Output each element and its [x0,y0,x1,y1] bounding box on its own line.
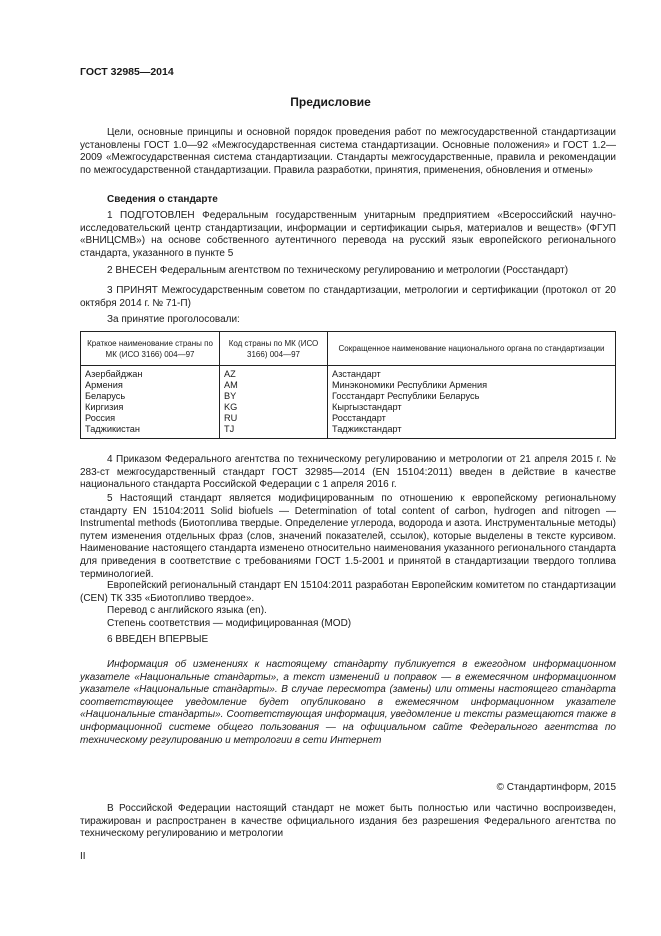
country-cell: Таджикистан [81,424,220,439]
table-row [81,366,616,381]
section-heading: Сведения о стандарте [107,194,218,205]
intro-paragraph: Цели, основные принципы и основной порядок проведения работ по межгосударственной стандартизации установлены ГОСТ 1.0—92 «Межгосударственная система стандартизации. Основные положения» и ГОСТ 1.2—2009 «Межгосударственная система стандартизации. Стандарты межгосударственные, правила и рекомендации по межгосударственной стандартизации. Правила разработки, принятия, применения, обновления и отмены» [80,127,616,176]
code-cell: AM [220,380,328,391]
item-1-paragraph: 1 ПОДГОТОВЛЕН Федеральным государственным унитарным предприятием «Всероссийский научно-исследовательский центр стандартизации, информации и сертификации сырья, материалов и веществ» (ФГУП «ВНИЦСМВ») на основе собственного аутентичного перевода на русский язык европейского регионального стандарта, указанного в пункте 5 [80,210,616,259]
table-header-body: Сокращенное наименование национального органа по стандартизации [328,332,616,366]
country-cell: Россия [81,413,220,424]
table-row [81,413,616,424]
code-cell: TJ [220,424,328,439]
table-row [81,380,616,391]
item-3-paragraph: 3 ПРИНЯТ Межгосударственным советом по стандартизации, метрологии и сертификации (протокол от 20 октября 2014 г. № 71-П) [80,285,616,309]
amendments-notice: Информация об изменениях к настоящему стандарту публикуется в ежегодном информационном указателе «Национальные стандарты», а текст изменений и поправок — в ежемесячном информационном указателе «Национальные стандарты». В случае пересмотра (замены) или отмены настоящего стандарта соответствующее уведомление будет опубликовано в ежемесячном информационном указателе «Национальные стандарты». Соответствующая информация, уведомление и тексты размещаются также в информационной системе общего пользования — на официальном сайте Федерального агентства по техническому регулированию и метрологии в сети Интернет [80,659,616,746]
code-cell: RU [220,413,328,424]
code-cell: BY [220,391,328,402]
body-cell: Таджикстандарт [328,424,616,439]
item-4-paragraph: 4 Приказом Федерального агентства по техническому регулированию и метрологии от 21 апреля 2015 г. № 283-ст межгосударственный стандарт ГОСТ 32985—2014 (EN 15104:2011) введен в действие в качестве национального стандарта Российской Федерации с 1 апреля 2016 г. [80,454,616,491]
body-cell: Росстандарт [328,413,616,424]
country-cell: Киргизия [81,402,220,413]
body-cell: Кыргызстандарт [328,402,616,413]
table-row [81,402,616,413]
copyright-line: © Стандартинформ, 2015 [496,782,616,793]
body-cell: Азстандарт [328,366,616,381]
item-5-language-line: Перевод с английского языка (en). [107,605,267,616]
voted-label: За принятие проголосовали: [107,314,240,325]
table-header-country: Краткое наименование страны по МК (ИСО 3166) 004—97 [81,332,220,366]
item-2-paragraph: 2 ВНЕСЕН Федеральным агентством по техническому регулированию и метрологии (Росстандарт) [107,265,569,276]
body-cell: Минэкономики Республики Армения [328,380,616,391]
item-5-cen-paragraph: Европейский региональный стандарт EN 15104:2011 разработан Европейским комитетом по стандартизации (CEN) ТК 335 «Биотопливо твердое». [80,580,616,604]
approval-table [80,331,616,439]
table-header-row [81,332,616,366]
item-5-degree-line: Степень соответствия — модифицированная (MOD) [107,618,352,629]
page-number: II [80,851,86,862]
table-row [81,424,616,439]
country-cell: Армения [81,380,220,391]
country-cell: Азербайджан [81,366,220,381]
body-cell: Госстандарт Республики Беларусь [328,391,616,402]
item-6-paragraph: 6 ВВЕДЕН ВПЕРВЫЕ [107,634,209,645]
code-cell: KG [220,402,328,413]
country-cell: Беларусь [81,391,220,402]
rights-paragraph: В Российской Федерации настоящий стандарт не может быть полностью или частично воспроизведен, тиражирован и распространен в качестве официального издания без разрешения Федерального агентства по техническому регулированию и метрологии [80,803,616,840]
code-cell: AZ [220,366,328,381]
item-5-paragraph: 5 Настоящий стандарт является модифицированным по отношению к европейскому региональному стандарту EN 15104:2011 Solid biofuels — Determination of total content of carbon, hydrogen and nitrogen — Instrumental methods (Биотоплива твердые. Определение углерода, водорода и азота. Инструментальные методы) путем изменения отдельных фраз (слов, значений показателей, ссылок), которые выделены в тексте курсивом. Наименование настоящего стандарта изменено относительно наименования указанного регионального стандарта для приведения в соответствие с требованиями ГОСТ 1.5-2001 и принятой в стандартизации твердого топлива терминологией. [80,493,616,580]
document-id: ГОСТ 32985—2014 [80,66,174,78]
page-title: Предисловие [290,95,371,109]
table-row [81,391,616,402]
table-header-code: Код страны по МК (ИСО 3166) 004—97 [220,332,328,366]
